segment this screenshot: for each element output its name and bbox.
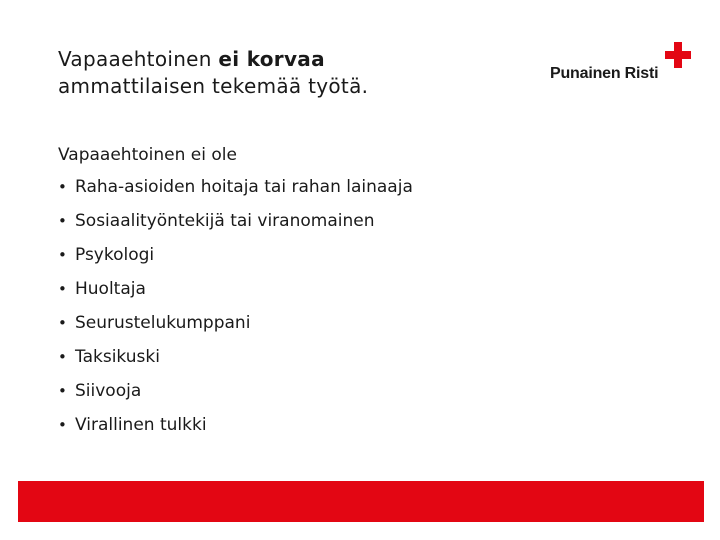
list-item-text: Taksikuski: [75, 347, 160, 367]
list-item: [58, 380, 413, 414]
list-item: [58, 244, 413, 278]
bullet-icon: •: [58, 246, 67, 264]
list-item-text: Huoltaja: [75, 279, 146, 299]
list-item: [58, 278, 413, 312]
title-emphasis: ei korvaa: [218, 47, 325, 71]
list-item-text: Siivooja: [75, 381, 142, 401]
logo-text: Punainen Risti: [550, 65, 659, 82]
bullet-icon: •: [58, 280, 67, 298]
bullet-icon: •: [58, 212, 67, 230]
title-line2: ammattilaisen tekemää työtä.: [58, 74, 369, 98]
bullet-icon: •: [58, 348, 67, 366]
bullet-icon: •: [58, 416, 67, 434]
slide-title: [58, 46, 518, 100]
bullet-icon: •: [58, 178, 67, 196]
list-item: [58, 210, 413, 244]
bullet-icon: •: [58, 314, 67, 332]
bullet-icon: •: [58, 382, 67, 400]
list-item-text: Virallinen tulkki: [75, 415, 207, 435]
list-item-text: Psykologi: [75, 245, 155, 265]
list-item: [58, 176, 413, 210]
list-item: [58, 312, 413, 346]
list-item: [58, 414, 413, 448]
punainen-risti-logo: [548, 40, 698, 90]
lead-text: Vapaaehtoinen ei ole: [58, 145, 237, 165]
bullet-list: [58, 176, 413, 448]
title-line1-prefix: Vapaaehtoinen: [58, 47, 219, 71]
list-item: [58, 346, 413, 380]
red-cross-icon: [665, 42, 691, 68]
footer-bar: [18, 481, 704, 522]
list-item-text: Sosiaalityöntekijä tai viranomainen: [75, 211, 375, 231]
list-item-text: Raha-asioiden hoitaja tai rahan lainaaja: [75, 177, 413, 197]
list-item-text: Seurustelukumppani: [75, 313, 251, 333]
